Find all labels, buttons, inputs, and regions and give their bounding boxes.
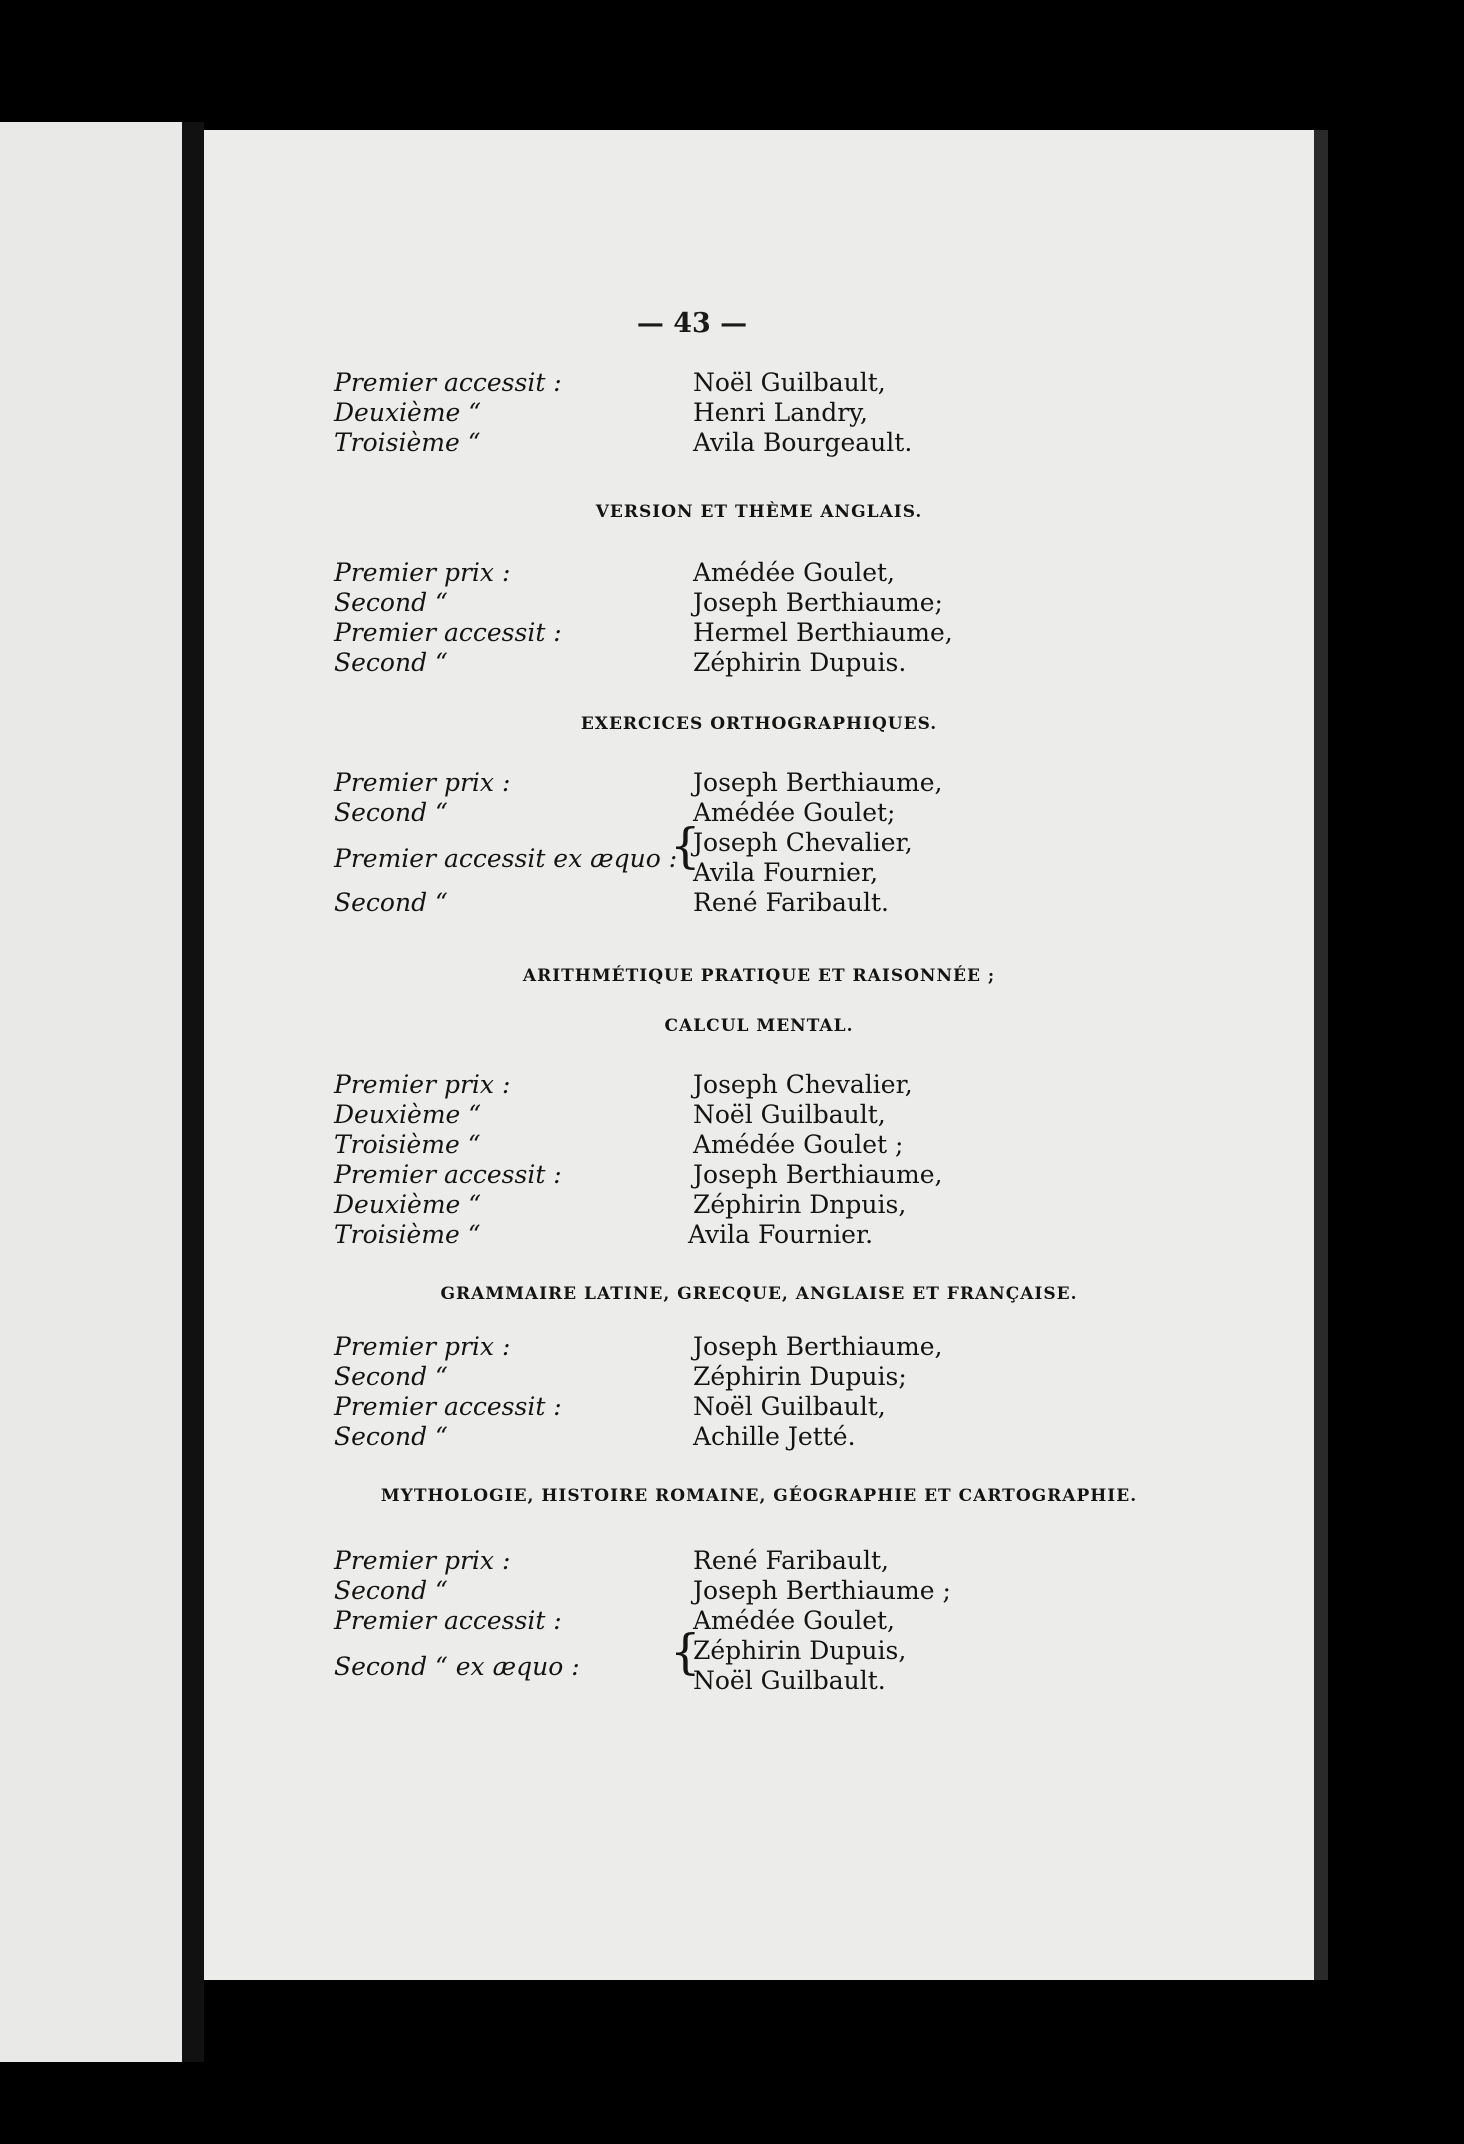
award-label: Second “ bbox=[334, 1422, 448, 1451]
student-name: Amédée Goulet ; bbox=[693, 1130, 904, 1159]
award-label: Premier accessit : bbox=[334, 1606, 562, 1635]
award-label: Premier prix : bbox=[334, 768, 511, 797]
award-label: Premier prix : bbox=[334, 558, 511, 587]
award-label: Second “ bbox=[334, 648, 448, 677]
award-label: Second “ bbox=[334, 1576, 448, 1605]
section-heading: VERSION ET THÈME ANGLAIS. bbox=[595, 502, 923, 522]
student-name: Zéphirin Dnpuis, bbox=[693, 1190, 907, 1219]
section-heading: GRAMMAIRE LATINE, GRECQUE, ANGLAISE ET FRANÇAISE. bbox=[440, 1284, 1078, 1304]
student-name: Noël Guilbault, bbox=[693, 368, 886, 397]
section-heading: ARITHMÉTIQUE PRATIQUE ET RAISONNÉE ; bbox=[522, 966, 996, 986]
award-label: Premier prix : bbox=[334, 1070, 511, 1099]
student-name: Amédée Goulet, bbox=[693, 1606, 896, 1635]
student-name: Henri Landry, bbox=[693, 398, 868, 427]
award-label: Premier accessit : bbox=[334, 1392, 562, 1421]
student-name: Joseph Chevalier, bbox=[693, 1070, 913, 1099]
student-name: Zéphirin Dupuis, bbox=[693, 1636, 907, 1665]
award-label: Premier accessit : bbox=[334, 368, 562, 397]
award-label: Premier prix : bbox=[334, 1332, 511, 1361]
student-name: Joseph Berthiaume, bbox=[693, 768, 943, 797]
section-heading: EXERCICES ORTHOGRAPHIQUES. bbox=[580, 714, 938, 734]
award-label: Premier accessit : bbox=[334, 618, 562, 647]
award-label: Premier accessit : bbox=[334, 1160, 562, 1189]
student-name: Joseph Berthiaume, bbox=[693, 1332, 943, 1361]
student-name: Achille Jetté. bbox=[693, 1422, 856, 1451]
student-name: René Faribault. bbox=[693, 888, 889, 917]
page-edge-shadow bbox=[1314, 130, 1328, 1980]
section-heading: MYTHOLOGIE, HISTOIRE ROMAINE, GÉOGRAPHIE ET CARTOGRAPHIE. bbox=[380, 1486, 1138, 1506]
section-subheading: CALCUL MENTAL. bbox=[664, 1016, 854, 1036]
award-label: Troisième “ bbox=[334, 1130, 481, 1159]
award-label: Deuxième “ bbox=[334, 1190, 482, 1219]
award-label: Second “ bbox=[334, 888, 448, 917]
student-name: Noël Guilbault. bbox=[693, 1666, 886, 1695]
student-name: Joseph Berthiaume; bbox=[693, 588, 943, 617]
student-name: Noël Guilbault, bbox=[693, 1100, 886, 1129]
student-name: Noël Guilbault, bbox=[693, 1392, 886, 1421]
award-label: Premier accessit ex æquo : bbox=[334, 844, 678, 873]
award-label: Second “ bbox=[334, 588, 448, 617]
student-name: Joseph Chevalier, bbox=[693, 828, 913, 857]
award-label: Troisième “ bbox=[334, 428, 481, 457]
student-name: René Faribault, bbox=[693, 1546, 889, 1575]
student-name: Avila Fournier. bbox=[688, 1220, 874, 1249]
award-label: Second “ bbox=[334, 1362, 448, 1391]
student-name: Zéphirin Dupuis. bbox=[693, 648, 907, 677]
award-label: Deuxième “ bbox=[334, 1100, 482, 1129]
award-label: Second “ bbox=[334, 798, 448, 827]
page-number: — 43 — bbox=[636, 308, 748, 339]
award-label: Troisième “ bbox=[334, 1220, 481, 1249]
student-name: Avila Fournier, bbox=[693, 858, 879, 887]
award-label: Deuxième “ bbox=[334, 398, 482, 427]
student-name: Zéphirin Dupuis; bbox=[693, 1362, 907, 1391]
book-gutter bbox=[182, 122, 204, 2062]
left-page-edge bbox=[0, 122, 182, 2062]
award-label: Second “ ex æquo : bbox=[334, 1652, 580, 1681]
student-name: Avila Bourgeault. bbox=[693, 428, 913, 457]
student-name: Joseph Berthiaume ; bbox=[693, 1576, 951, 1605]
award-label: Premier prix : bbox=[334, 1546, 511, 1575]
student-name: Amédée Goulet; bbox=[693, 798, 896, 827]
curly-brace-icon: { bbox=[670, 1624, 701, 1680]
curly-brace-icon: { bbox=[670, 818, 701, 874]
student-name: Hermel Berthiaume, bbox=[693, 618, 953, 647]
student-name: Amédée Goulet, bbox=[693, 558, 896, 587]
student-name: Joseph Berthiaume, bbox=[693, 1160, 943, 1189]
